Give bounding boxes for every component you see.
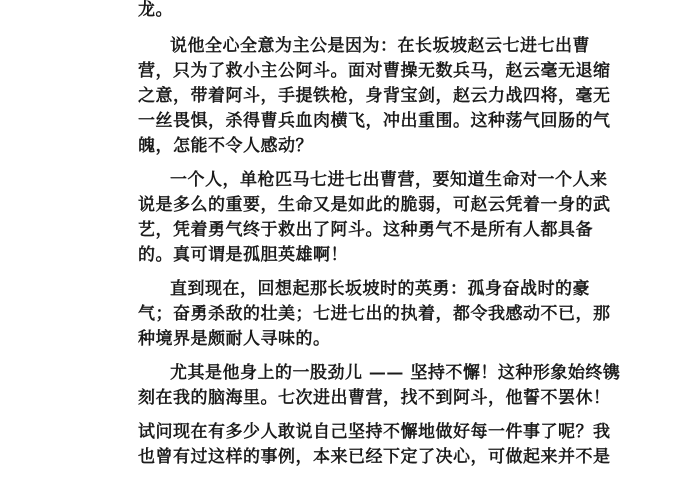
text-line: 魄，怎能不令人感动？ [138, 136, 313, 156]
text-line: 刻在我的脑海里。七次进出曹营，找不到阿斗，他誓不罢休！ [138, 388, 611, 408]
text-line: 之意，带着阿斗，手提铁枪，身背宝剑，赵云力战四将，毫无 [138, 86, 611, 106]
text-line: 种境界是颇耐人寻味的。 [138, 329, 331, 349]
text-line: 尤其是他身上的一股劲儿 —— 坚持不懈！这种形象始终镌 [170, 363, 621, 383]
paragraph-5 [138, 420, 611, 470]
text-line: 一个人，单枪匹马七进七出曹营，要知道生命对一个人来 [170, 170, 608, 190]
text-line: 的。真可谓是孤胆英雄啊！ [138, 245, 348, 265]
text-line: 营，只为了救小主公阿斗。面对曹操无数兵马，赵云毫无退缩 [138, 61, 611, 81]
paragraph-1 [138, 34, 611, 159]
paragraph-2 [138, 168, 611, 268]
paragraph-4 [138, 361, 621, 411]
text-line: 试问现在有多少人敢说自己坚持不懈地做好每一件事了呢？我 [138, 422, 611, 442]
text-line: 也曾有过这样的事例，本来已经下定了决心，可做起来并不是 [138, 447, 611, 467]
text-line: 说他全心全意为主公是因为：在长坂坡赵云七进七出曹 [170, 36, 590, 56]
text-line: 直到现在，回想起那长坂坡时的英勇：孤身奋战时的豪 [170, 279, 590, 299]
paragraph-3 [138, 277, 611, 352]
text-line: 龙。 [138, 0, 173, 20]
text-line: 一丝畏惧，杀得曹兵血肉横飞，冲出重围。这种荡气回肠的气 [138, 111, 611, 131]
text-line: 艺，凭着勇气终于救出了阿斗。这种勇气不是所有人都具备 [138, 220, 593, 240]
text-line: 气；奋勇杀敌的壮美；七进七出的执着，都令我感动不已，那 [138, 304, 611, 324]
text-line: 说是多么的重要，生命又是如此的脆弱，可赵云凭着一身的武 [138, 195, 611, 215]
